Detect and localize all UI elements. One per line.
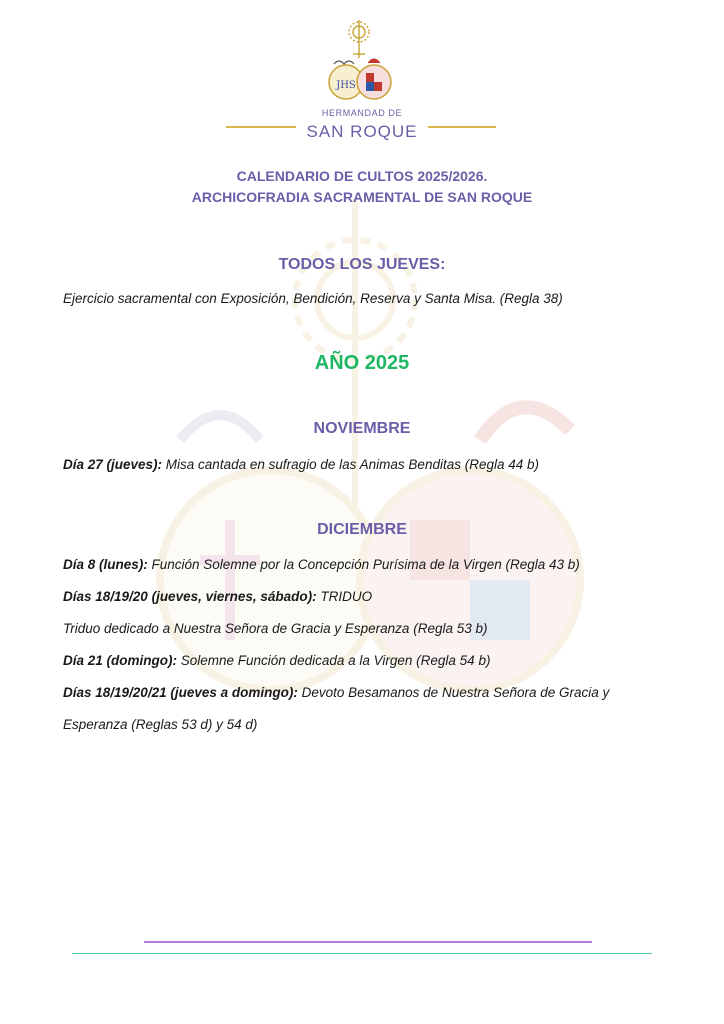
thursdays-text: Ejercicio sacramental con Exposición, Bendición, Reserva y Santa Misa. (Regla 38) bbox=[63, 291, 563, 306]
item-text: Solemne Función dedicada a la Virgen (Regla 54 b) bbox=[177, 653, 491, 668]
thursdays-heading: TODOS LOS JUEVES: bbox=[278, 256, 446, 273]
list-item bbox=[63, 621, 663, 636]
item-text: Devoto Besamanos de Nuestra Señora de Gracia y bbox=[297, 685, 610, 700]
year-heading: AÑO 2025 bbox=[314, 352, 410, 374]
list-item bbox=[63, 653, 663, 668]
item-text: Función Solemne por la Concepción Purísima de la Virgen (Regla 43 b) bbox=[147, 557, 580, 572]
footer-rule-purple bbox=[144, 941, 592, 943]
item-label: Día 8 (lunes): bbox=[63, 557, 148, 572]
list-item bbox=[63, 717, 663, 732]
item-text: TRIDUO bbox=[316, 589, 373, 604]
november-heading: NOVIEMBRE bbox=[313, 420, 411, 437]
item-text: Triduo dedicado a Nuestra Señora de Gracia y Esperanza (Regla 53 b) bbox=[63, 621, 488, 636]
footer-rule-teal bbox=[72, 953, 652, 954]
document-title-line-2: ARCHICOFRADIA SACRAMENTAL DE SAN ROQUE bbox=[191, 189, 533, 205]
item-label: Días 18/19/20 (jueves, viernes, sábado): bbox=[63, 589, 317, 604]
list-item bbox=[63, 557, 663, 572]
list-item bbox=[63, 457, 663, 472]
brand-subtitle: HERMANDAD DE bbox=[321, 108, 403, 118]
item-label: Día 27 (jueves): bbox=[63, 457, 163, 472]
item-label: Día 21 (domingo): bbox=[63, 653, 177, 668]
list-item bbox=[63, 589, 663, 604]
svg-text:JHS: JHS bbox=[336, 80, 356, 91]
item-label: Días 18/19/20/21 (jueves a domingo): bbox=[63, 685, 298, 700]
brand-right-rule bbox=[428, 126, 496, 128]
item-text: Esperanza (Reglas 53 d) y 54 d) bbox=[63, 717, 258, 732]
list-item bbox=[63, 685, 663, 700]
document-title-line-1: CALENDARIO DE CULTOS 2025/2026. bbox=[236, 168, 488, 184]
brotherhood-crest-logo bbox=[318, 18, 400, 106]
item-text: Misa cantada en sufragio de las Animas Benditas (Regla 44 b) bbox=[162, 457, 540, 472]
december-heading: DICIEMBRE bbox=[317, 521, 407, 538]
brand-name: SAN ROQUE bbox=[306, 122, 418, 141]
